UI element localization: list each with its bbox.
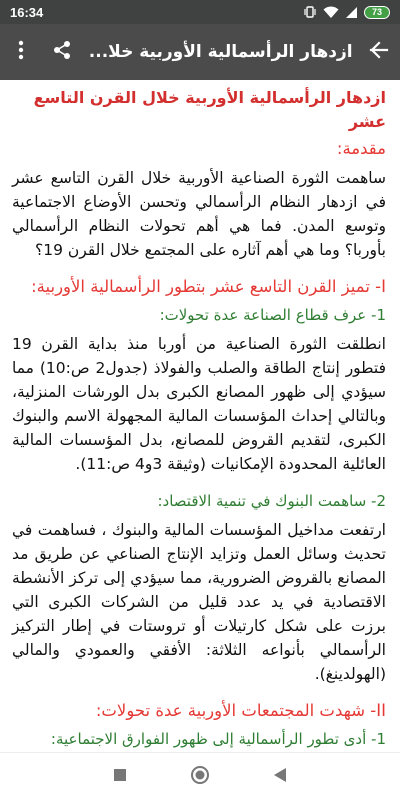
sub-heading-2: 2- ساهمت البنوك في تنمية الاقتصاد: [157,492,386,510]
share-icon [52,40,72,64]
section-heading-1: I- تميز القرن التاسع عشر بتطور الرأسمالية الأوربية: [31,277,386,296]
more-options-icon [18,40,24,64]
navigation-bar [0,752,400,800]
wifi-icon [323,6,339,19]
intro-paragraph: ساهمت الثورة الصناعية الأوربية خلال القرن التاسع عشر في ازدهار النظام الرأسمالي وتحسن الأوضاع الاجتماعية وتوسع المدن. فما هي أهم تحولات النظام الرأسمالي بأوربا؟ وما هي أهم آثاره على المجتمع خلال القرن 19؟ [12,169,386,259]
vibrate-icon [303,5,317,19]
paragraph-1: انطلقت الثورة الصناعية من أوربا منذ بداية القرن 19 فتطور إنتاج الطاقة والصلب والفولاذ (جدول2 ص:10) مما سيؤدي إلى ظهور المصانع الكبرى بدل الورشات المنزلية، وبالتالي إحداث المؤسسات المالية المجهولة الاسم والبنوك الكبرى، لتقديم القروض للمصانع، بدل المؤسسات المالية العائلية المحدودة الإمكانيات (وثيقة 3و4 ص:11). [12,335,386,473]
share-button[interactable] [41,24,82,80]
recents-button[interactable] [100,757,140,797]
nav-back-button[interactable] [260,757,300,797]
article-title: ازدهار الرأسمالية الأوربية خلال القرن التاسع عشر [33,88,386,131]
intro-heading: مقدمة: [336,139,386,158]
signal-icon [345,6,358,19]
section-heading-2: II- شهدت المجتمعات الأوربية عدة تحولات: [95,701,386,720]
more-options-button[interactable] [0,24,41,80]
recents-square-icon [113,767,127,786]
back-button[interactable] [359,24,400,80]
app-bar [0,24,400,80]
back-triangle-icon [273,767,287,787]
home-button[interactable] [180,757,220,797]
app-bar-title: ازدهار الرأسمالية الأوربية خلا... [88,42,353,62]
article-content[interactable] [0,80,400,752]
paragraph-2: ارتفعت مداخيل المؤسسات المالية والبنوك ، فساهمت في تحديث وسائل العمل وتزايد الإنتاج الصناعي عن طريق مد المصانع بالقروض الضرورية، مما سيؤدي إلى تركز الأنشطة الاقتصادية في يد عدد قليل من الشركات الكبرى التي برزت على شكل كارتيلات أو تروستات في إطار التركيز الرأسمالي بأنواعه الثلاثة: الأفقي والعمودي والمالي (الهولدينغ). [12,521,386,683]
sub-heading-1: 1- عرف قطاع الصناعة عدة تحولات: [159,306,386,324]
status-icons [303,5,390,19]
status-bar [0,0,400,24]
back-arrow-icon [370,42,388,62]
status-time: 16:34 [10,4,44,20]
sub-heading-3: 1- أدى تطور الرأسمالية إلى ظهور الفوارق الاجتماعية: [50,730,386,748]
battery-icon: 73 [364,6,390,19]
home-circle-icon [190,765,210,789]
